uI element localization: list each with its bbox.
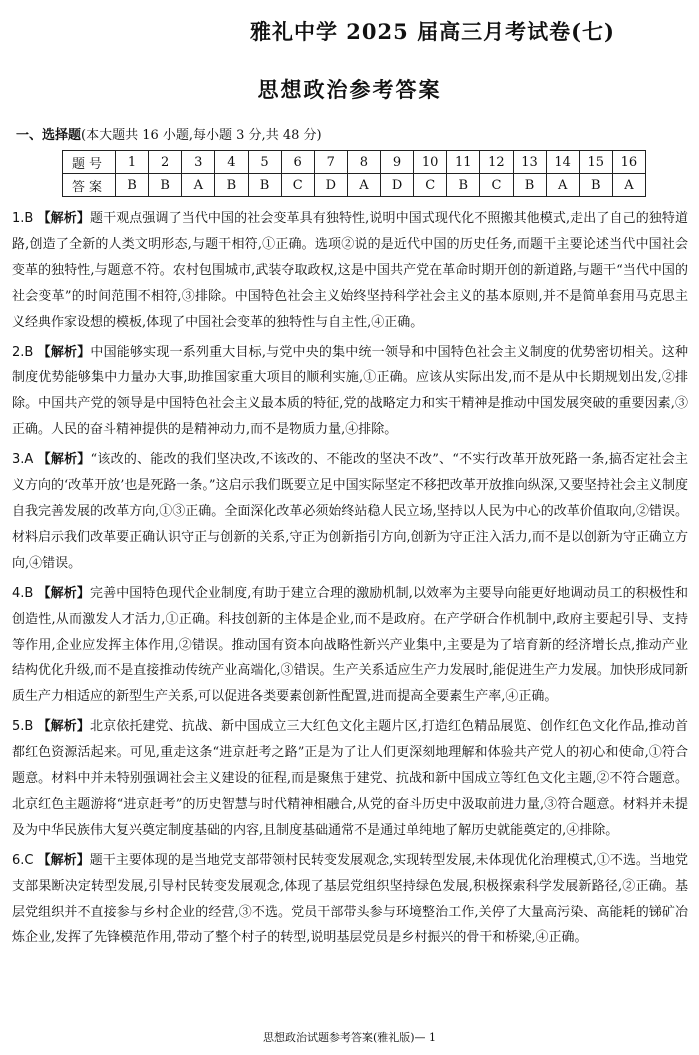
question-number-cell: 11 xyxy=(447,151,480,174)
explanation-item-2 xyxy=(12,340,688,444)
item-text: “该改的、能改的我们坚决改,不该改的、不能改的坚决不改”、“不实行改革开放死路一条,搞否定社会主义方向的‘改革开放’也是死路一条。”这启示我们既要立足中国实际坚定不移把改革开放推向纵深,又要坚持社会主义制度自我完善发展的改革方向,①③正确。全面深化改革必须始终站稳人民立场,坚持以人民为中心的改革价值取向,②错误。材料启示我们改革要正确认识守正与创新的关系,守正为创新指引方向,创新为守正注入活力,而不是以创新为守正确立方向,④错误。 xyxy=(12,452,688,571)
question-number-cell: 14 xyxy=(546,151,579,174)
answer-cell: B xyxy=(248,174,281,197)
explanation-list xyxy=(12,206,688,955)
question-number-cell: 13 xyxy=(513,151,546,174)
analysis-tag: 【解析】 xyxy=(37,852,90,868)
answer-key-title: 思想政治参考答案 xyxy=(257,77,442,102)
answer-cell: A xyxy=(546,174,579,197)
answer-cell: B xyxy=(215,174,248,197)
answer-table xyxy=(62,150,646,197)
answer-row xyxy=(63,174,646,197)
item-text: 题干观点强调了当代中国的社会变革具有独特性,说明中国式现代化不照搬其他模式,走出了自己的独特道路,创造了全新的人类文明形态,与题干相符,①正确。选项②说的是近代中国的历史任务,而题干主要论述当代中国社会变革的独特性,与题意不符。农村包围城市,武装夺取政权,这是中国共产党在革命时期开创的新道路,与题干“当代中国的社会变革”的时间范围不相符,③排除。中国特色社会主义始终坚持科学社会主义的基本原则,并不是简单套用马克思主义经典作家设想的模板,体现了中国社会变革的独特性与自主性,④正确。 xyxy=(12,211,689,330)
page-footer: 思想政治试题参考答案(雅礼版)— 1 xyxy=(262,1031,437,1044)
answer-cell: B xyxy=(149,174,182,197)
answer-cell: A xyxy=(612,174,645,197)
row-header-question-number: 题号 xyxy=(63,151,116,174)
question-number-cell: 16 xyxy=(612,151,645,174)
answer-cell: B xyxy=(513,174,546,197)
item-number: 1.B xyxy=(12,211,34,226)
answer-cell: B xyxy=(116,174,149,197)
section-note: (本大题共 16 小题,每小题 3 分,共 48 分) xyxy=(81,128,322,143)
answer-cell: A xyxy=(182,174,215,197)
explanation-item-3 xyxy=(12,447,688,577)
item-number: 5.B xyxy=(12,719,34,735)
answer-cell: B xyxy=(447,174,480,197)
answer-cell: C xyxy=(281,174,314,197)
item-text: 北京依托建党、抗战、新中国成立三大红色文化主题片区,打造红色精品展览、创作红色文化作品,推动首都红色资源活起来。可见,重走这条“进京赶考之路”正是为了让人们更深刻地理解和体验共产党人的初心和使命,①符合题意。材料中并未特别强调社会主义建设的征程,而是聚焦于建党、抗战和新中国成立等红色文化主题,②不符合题意。北京红色主题游将“进京赶考”的历史智慧与时代精神相融合,从党的奋斗历史中汲取前进力量,③符合题意。材料并未提及为中华民族伟大复兴奠定制度基础的内容,且制度基础通常不是通过单纯地了解历史就能奠定的,④排除。 xyxy=(12,719,689,838)
question-number-cell: 7 xyxy=(314,151,347,174)
answer-cell: C xyxy=(414,174,447,197)
answer-cell: C xyxy=(480,174,513,197)
question-number-cell: 9 xyxy=(381,151,414,174)
question-number-cell: 15 xyxy=(579,151,612,174)
question-number-cell: 2 xyxy=(149,151,182,174)
question-number-cell: 5 xyxy=(248,151,281,174)
analysis-tag: 【解析】 xyxy=(37,585,90,601)
question-number-cell: 6 xyxy=(281,151,314,174)
section-heading xyxy=(16,124,322,143)
answer-cell: D xyxy=(314,174,347,197)
item-text: 中国能够实现一系列重大目标,与党中央的集中统一领导和中国特色社会主义制度的优势密切相关。这种制度优势能够集中力量办大事,助推国家重大项目的顺利实施,①正确。应该从实际出发,而不是从中长期规划出发,②排除。中国共产党的领导是中国特色社会主义最本质的特征,党的战略定力和实干精神是推动中国发展突破的重要因素,③正确。人民的奋斗精神提供的是精神动力,而不是物质力量,④排除。 xyxy=(12,344,688,438)
answer-cell: D xyxy=(381,174,414,197)
question-number-cell: 8 xyxy=(347,151,380,174)
explanation-item-1 xyxy=(12,206,688,336)
item-number: 6.C xyxy=(12,852,34,868)
question-number-cell: 10 xyxy=(414,151,447,174)
row-header-answer: 答案 xyxy=(63,174,116,197)
question-number-cell: 1 xyxy=(116,151,149,174)
explanation-item-4 xyxy=(12,581,688,711)
item-text: 完善中国特色现代企业制度,有助于建立合理的激励机制,以效率为主要导向能更好地调动员工的积极性和创造性,从而激发人才活力,①正确。科技创新的主体是企业,而不是政府。在产学研合作机制中,政府主要起引导、支持等作用,企业应发挥主体作用,②错误。推动国有资本向战略性新兴产业集中,主要是为了培育新的经济增长点,推动产业结构优化升级,而不是直接推动传统产业高端化,③错误。生产关系适应生产力发展时,能促进生产力发展。加快形成同新质生产力相适应的新型生产关系,可以促进各类要素创新性配置,进而提高全要素生产率,④正确。 xyxy=(12,585,689,705)
section-label: 一、选择题 xyxy=(16,128,82,143)
analysis-tag: 【解析】 xyxy=(37,719,90,735)
explanation-item-6 xyxy=(12,848,688,952)
explanation-item-5 xyxy=(12,714,688,844)
answer-cell: A xyxy=(347,174,380,197)
exam-title: 雅礼中学 2025 届高三月考试卷(七) xyxy=(250,19,615,44)
analysis-tag: 【解析】 xyxy=(37,211,90,226)
question-number-cell: 12 xyxy=(480,151,513,174)
item-text: 题干主要体现的是当地党支部带领村民转变发展观念,实现转型发展,未体现优化治理模式,①不选。当地党支部果断决定转型发展,引导村民转变发展观念,体现了基层党组织坚持绿色发展,积极探索科学发展新路径,②正确。基层党组织并不直接参与乡村企业的经营,③不选。党员干部带头参与环境整治工作,关停了大量高污染、高能耗的锑矿冶炼企业,发挥了先锋模范作用,带动了整个村子的转型,说明基层党员是乡村振兴的骨干和桥梁,④正确。 xyxy=(12,852,688,946)
question-number-row xyxy=(63,151,646,174)
question-number-cell: 3 xyxy=(182,151,215,174)
answer-cell: B xyxy=(579,174,612,197)
question-number-cell: 4 xyxy=(215,151,248,174)
item-number: 4.B xyxy=(12,585,34,601)
analysis-tag: 【解析】 xyxy=(37,344,91,360)
item-number: 2.B xyxy=(12,344,34,360)
item-number: 3.A xyxy=(12,452,34,468)
analysis-tag: 【解析】 xyxy=(37,452,91,468)
